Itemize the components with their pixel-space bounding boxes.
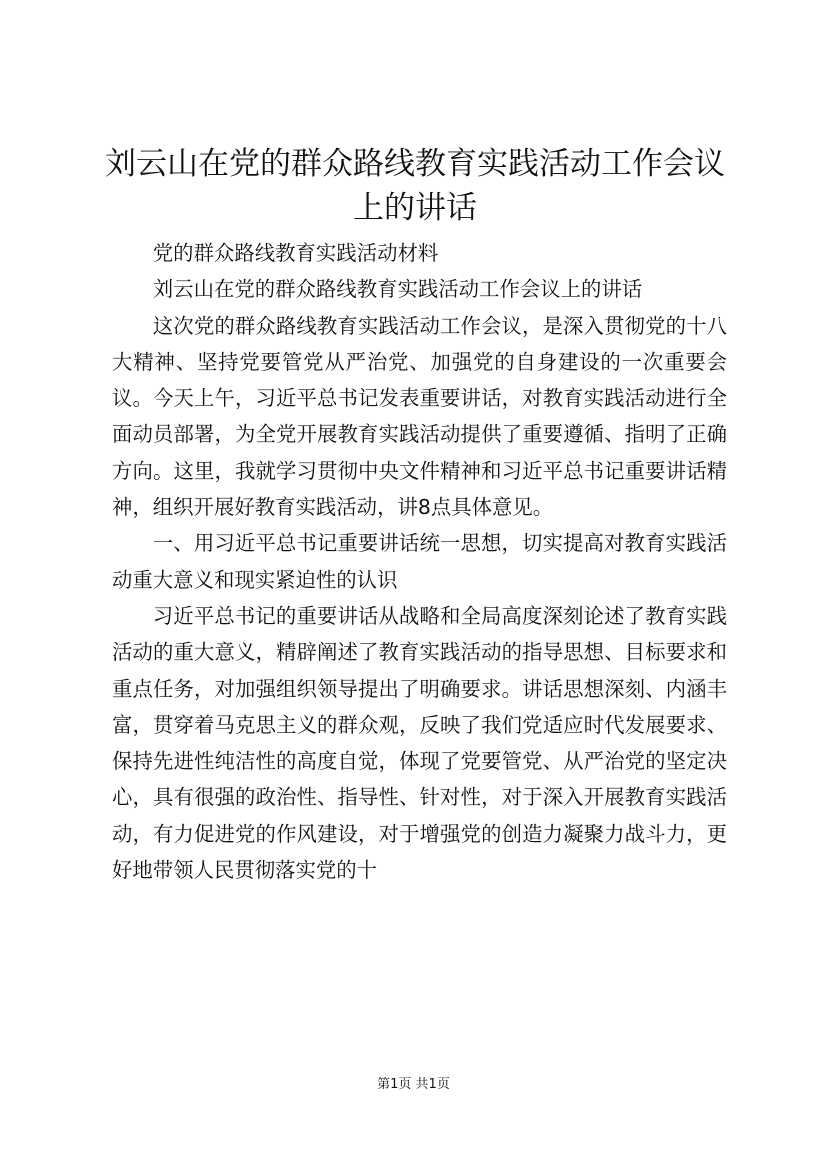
paragraph-subtitle-speech: 刘云山在党的群众路线教育实践活动工作会议上的讲话 — [152, 277, 643, 302]
document-body — [112, 235, 727, 888]
document-title: 刘云山在党的群众路线教育实践活动工作会议上的讲话 — [105, 146, 725, 226]
section-heading-1: 一、用习近平总书记重要讲话统一思想，切实提高对教育实践活动重大意义和现实紧迫性的认识 — [112, 531, 727, 592]
paragraph-section-1: 习近平总书记的重要讲话从战略和全局高度深刻论述了教育实践活动的重大意义，精辟阐述了教育实践活动的指导思想、目标要求和重点任务，对加强组织领导提出了明确要求。讲话思想深刻、内涵丰富，贯穿着马克思主义的群众观，反映了我们党适应时代发展要求、保持先进性纯洁性的高度自觉，体现了党要管党、从严治党的坚定决心，具有很强的政治性、指导性、针对性，对于深入开展教育实践活动，有力促进党的作风建设，对于增强党的创造力凝聚力战斗力，更好地带领人民贯彻落实党的十 — [112, 603, 727, 883]
paragraph-intro: 这次党的群众路线教育实践活动工作会议，是深入贯彻党的十八大精神、坚持党要管党从严治党、加强党的自身建设的一次重要会议。今天上午，习近平总书记发表重要讲话，对教育实践活动进行全面动员部署，为全党开展教育实践活动提供了重要遵循、指明了正确方向。这里，我就学习贯彻中央文件精神和习近平总书记重要讲话精神，组织开展好教育实践活动，讲8点具体意见。 — [112, 313, 727, 520]
page-footer: 第1页 共1页 — [377, 1077, 450, 1092]
paragraph-subtitle-category: 党的群众路线教育实践活动材料 — [152, 241, 439, 265]
